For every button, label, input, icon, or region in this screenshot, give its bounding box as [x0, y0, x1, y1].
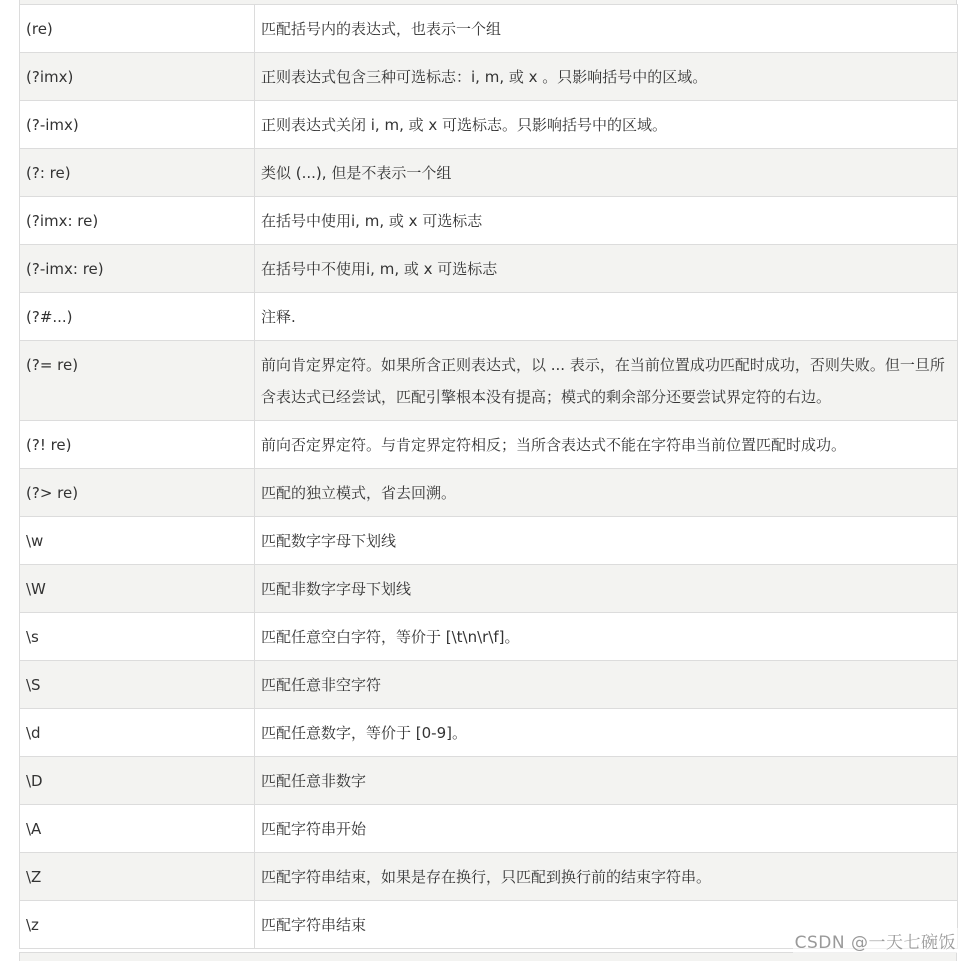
- syntax-cell: (?! re): [20, 421, 255, 469]
- description-cell: 匹配非数字字母下划线: [255, 565, 958, 613]
- syntax-cell: \A: [20, 805, 255, 853]
- description-cell: 前向肯定界定符。如果所含正则表达式，以 ... 表示，在当前位置成功匹配时成功，否则失败。但一旦所含表达式已经尝试，匹配引擎根本没有提高；模式的剩余部分还要尝试界定符的右边。: [255, 341, 958, 421]
- description-cell: 匹配数字字母下划线: [255, 517, 958, 565]
- table-row: [20, 469, 958, 517]
- watermark: CSDN @一天七碗饭: [793, 928, 958, 953]
- description-cell: 匹配任意非数字: [255, 757, 958, 805]
- table-row: [20, 101, 958, 149]
- table-row: [20, 197, 958, 245]
- table-row: [20, 5, 958, 53]
- table-row: [20, 853, 958, 901]
- table-row: [20, 613, 958, 661]
- description-cell: 在括号中不使用i, m, 或 x 可选标志: [255, 245, 958, 293]
- table-row: [20, 757, 958, 805]
- description-cell: 正则表达式包含三种可选标志：i, m, 或 x 。只影响括号中的区域。: [255, 53, 958, 101]
- description-cell: 匹配字符串结束，如果是存在换行，只匹配到换行前的结束字符串。: [255, 853, 958, 901]
- regex-syntax-table: [19, 4, 958, 949]
- description-cell: 匹配括号内的表达式，也表示一个组: [255, 5, 958, 53]
- table-row: [20, 245, 958, 293]
- syntax-cell: \d: [20, 709, 255, 757]
- syntax-cell: (?imx): [20, 53, 255, 101]
- syntax-cell: (?imx: re): [20, 197, 255, 245]
- syntax-cell: \W: [20, 565, 255, 613]
- syntax-cell: \w: [20, 517, 255, 565]
- syntax-cell: \S: [20, 661, 255, 709]
- syntax-cell: \s: [20, 613, 255, 661]
- description-cell: 匹配字符串结束: [255, 901, 958, 949]
- syntax-cell: (?-imx: re): [20, 245, 255, 293]
- table-row: [20, 341, 958, 421]
- description-cell: 正则表达式关闭 i, m, 或 x 可选标志。只影响括号中的区域。: [255, 101, 958, 149]
- description-cell: 匹配任意非空字符: [255, 661, 958, 709]
- syntax-cell: (?> re): [20, 469, 255, 517]
- syntax-cell: (?#...): [20, 293, 255, 341]
- syntax-cell: (?= re): [20, 341, 255, 421]
- table-row: [20, 517, 958, 565]
- description-cell: 类似 (...), 但是不表示一个组: [255, 149, 958, 197]
- table-row: [20, 293, 958, 341]
- syntax-cell: (re): [20, 5, 255, 53]
- description-cell: 前向否定界定符。与肯定界定符相反；当所含表达式不能在字符串当前位置匹配时成功。: [255, 421, 958, 469]
- syntax-cell: (?: re): [20, 149, 255, 197]
- table-row: [20, 53, 958, 101]
- description-cell: 在括号中使用i, m, 或 x 可选标志: [255, 197, 958, 245]
- table-row: [20, 661, 958, 709]
- description-cell: 注释.: [255, 293, 958, 341]
- description-cell: 匹配任意空白字符，等价于 [\t\n\r\f]。: [255, 613, 958, 661]
- syntax-cell: \Z: [20, 853, 255, 901]
- table-row: [20, 709, 958, 757]
- table-row: [20, 565, 958, 613]
- table-row: [20, 421, 958, 469]
- description-cell: 匹配字符串开始: [255, 805, 958, 853]
- description-cell: 匹配任意数字，等价于 [0-9]。: [255, 709, 958, 757]
- table-row: [20, 149, 958, 197]
- table-row: [20, 805, 958, 853]
- syntax-cell: (?-imx): [20, 101, 255, 149]
- syntax-cell: \D: [20, 757, 255, 805]
- syntax-cell: \z: [20, 901, 255, 949]
- description-cell: 匹配的独立模式，省去回溯。: [255, 469, 958, 517]
- table-bottom-edge: [19, 952, 957, 961]
